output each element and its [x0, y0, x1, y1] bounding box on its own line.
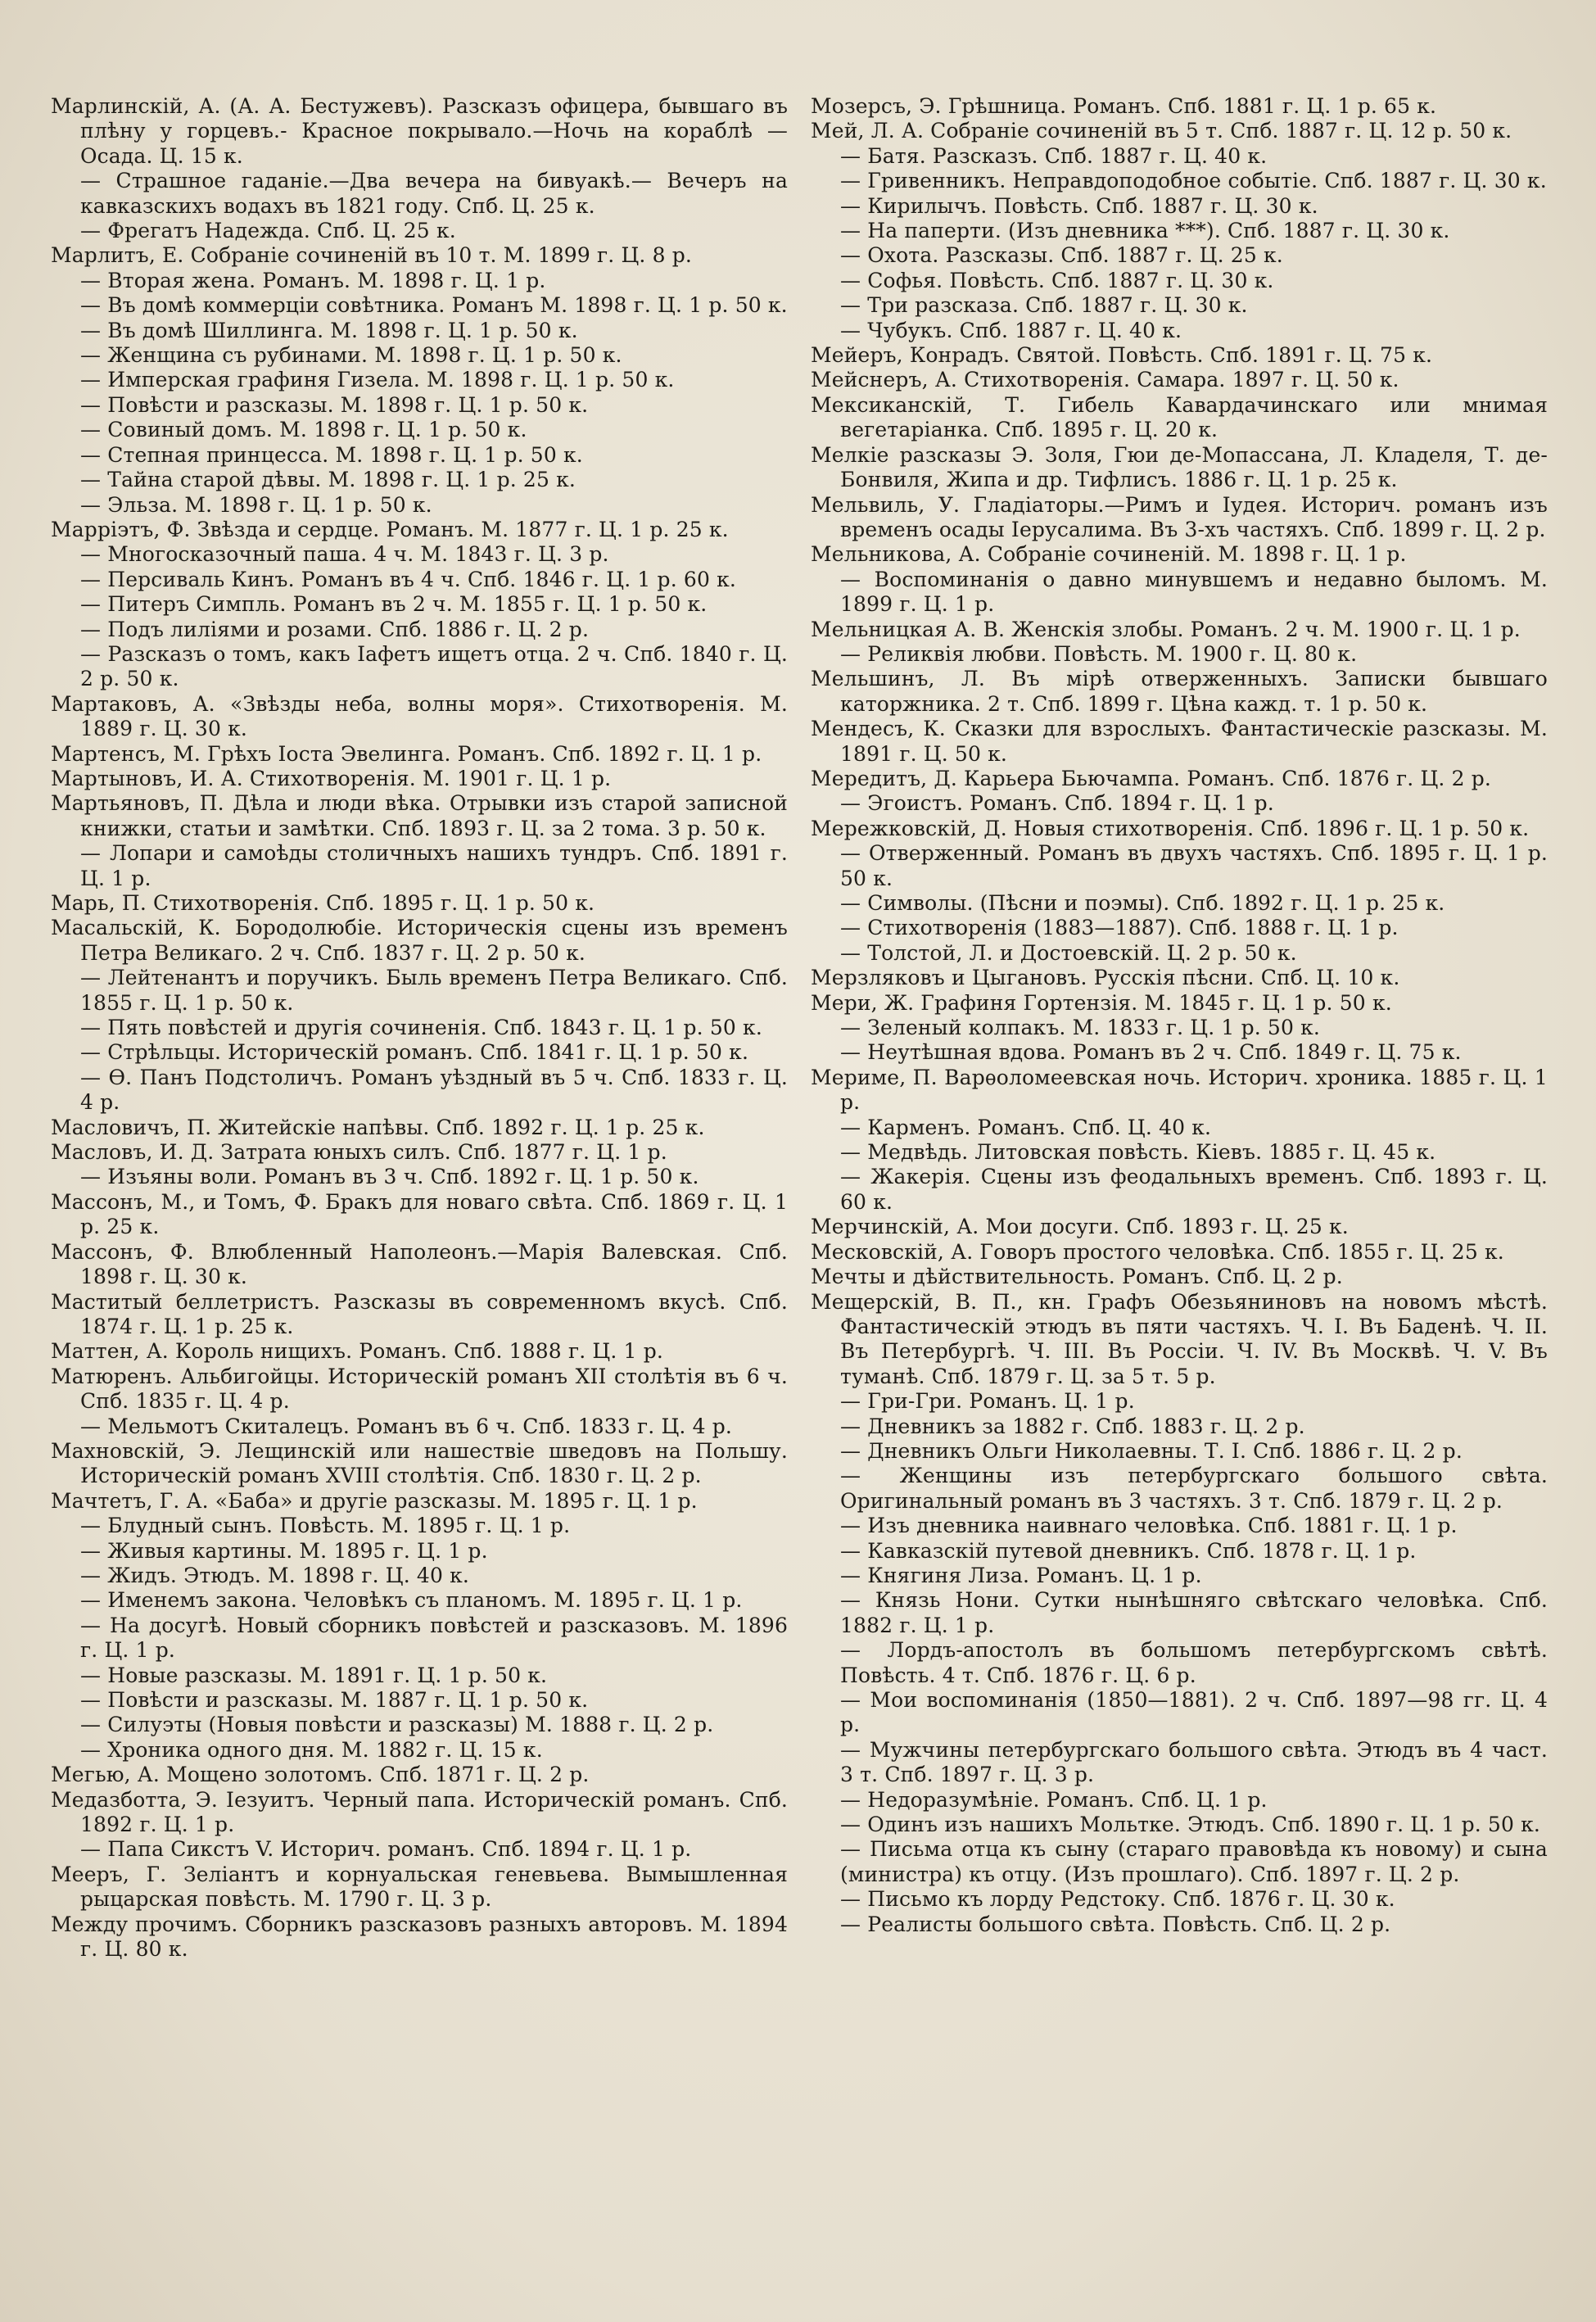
sub-entry: — Ѳ. Панъ Подстоличъ. Романъ уѣздный въ 5 ч. Спб. 1833 г. Ц. 4 р.	[80, 1065, 788, 1115]
sub-entry: — Питеръ Симпль. Романъ въ 2 ч. М. 1855 г. Ц. 1 р. 50 к.	[80, 592, 708, 617]
sub-entry: — Въ домѣ Шиллинга. М. 1898 г. Ц. 1 р. 50 к.	[80, 318, 578, 342]
sub-entry: — Толстой, Л. и Достоевскій. Ц. 2 р. 50 к.	[840, 940, 1297, 965]
catalog-entry: Массонъ, Ф. Влюбленный Наполеонъ.—Марія Валевская. Спб. 1898 г. Ц. 30 к.	[51, 1239, 788, 1289]
sub-entry: — Изъяны воли. Романъ въ 3 ч. Спб. 1892 г. Ц. 1 р. 50 к.	[80, 1165, 699, 1189]
sub-entry: — Реалисты большого свѣта. Повѣсть. Спб. Ц. 2 р.	[840, 1912, 1391, 1936]
sub-entry: — Князь Нони. Сутки нынѣшняго свѣтскаго человѣка. Спб. 1882 г. Ц. 1 р.	[840, 1588, 1548, 1637]
sub-entry: — Стрѣльцы. Историческій романъ. Спб. 1841 г. Ц. 1 р. 50 к.	[80, 1040, 749, 1065]
sub-entry: — Княгиня Лиза. Романъ. Ц. 1 р.	[840, 1563, 1202, 1587]
sub-entry: — Степная принцесса. М. 1898 г. Ц. 1 р. 50 к.	[80, 442, 583, 467]
sub-entry: — Лейтенантъ и поручикъ. Быль временъ Петра Великаго. Спб. 1855 г. Ц. 1 р. 50 к.	[80, 966, 788, 1015]
sub-entry: — На паперти. (Изъ дневника ***). Спб. 1887 г. Ц. 30 к.	[840, 219, 1450, 243]
sub-entry: — Страшное гаданіе.—Два вечера на бивуакѣ.— Вечеръ на кавказскихъ водахъ въ 1821 году. Спб. Ц. 25 к.	[80, 169, 788, 218]
sub-entry: — Неутѣшная вдова. Романъ въ 2 ч. Спб. 1849 г. Ц. 75 к.	[840, 1040, 1462, 1065]
catalog-entry: Месковскій, А. Говоръ простого человѣка. Спб. 1855 г. Ц. 25 к.	[811, 1239, 1504, 1264]
sub-entry: — Три разсказа. Спб. 1887 г. Ц. 30 к.	[840, 293, 1248, 318]
left-column	[51, 94, 788, 1962]
sub-entry: — Зеленый колпакъ. М. 1833 г. Ц. 1 р. 50 к.	[840, 1016, 1320, 1040]
sub-entry: — Воспоминанія о давно минувшемъ и недавно быломъ. М. 1899 г. Ц. 1 р.	[840, 567, 1548, 617]
catalog-entry: Маститый беллетристъ. Разсказы въ современномъ вкусѣ. Спб. 1874 г. Ц. 1 р. 25 к.	[51, 1289, 788, 1338]
sub-entry: — Женщины изъ петербургскаго большого свѣта. Оригинальный романъ въ 3 частяхъ. 3 т. Спб. 1879 г. Ц. 2 р.	[840, 1464, 1548, 1513]
catalog-entry: Мельницкая А. В. Женскія злобы. Романъ. 2 ч. М. 1900 г. Ц. 1 р.	[811, 617, 1521, 641]
sub-entry: — Изъ дневника наивнаго человѣка. Спб. 1881 г. Ц. 1 р.	[840, 1514, 1458, 1538]
sub-entry: — Живыя картины. М. 1895 г. Ц. 1 р.	[80, 1538, 488, 1563]
sub-entry: — Эльза. М. 1898 г. Ц. 1 р. 50 к.	[80, 492, 432, 517]
sub-entry: — Папа Сикстъ V. Историч. романъ. Спб. 1894 г. Ц. 1 р.	[80, 1837, 692, 1862]
catalog-entry: Мельшинъ, Л. Въ мірѣ отверженныхъ. Записки бывшаго каторжника. 2 т. Спб. 1899 г. Цѣна кажд. т. 1 р. 50 к.	[811, 667, 1548, 716]
catalog-entry: Маттен, А. Король нищихъ. Романъ. Спб. 1888 г. Ц. 1 р.	[51, 1339, 663, 1364]
sub-entry: — Письмо къ лорду Редстоку. Спб. 1876 г. Ц. 30 к.	[840, 1887, 1395, 1912]
sub-entry: — Разсказъ о томъ, какъ Іафетъ ищетъ отца. 2 ч. Спб. 1840 г. Ц. 2 р. 50 к.	[80, 641, 788, 691]
sub-entry: — Чубукъ. Спб. 1887 г. Ц. 40 к.	[840, 318, 1182, 342]
right-column	[811, 94, 1548, 1937]
catalog-entry: Мексиканскій, Т. Гибель Кавардачинскаго или мнимая вегетаріанка. Спб. 1895 г. Ц. 20 к.	[811, 392, 1548, 442]
sub-entry: — Совиный домъ. М. 1898 г. Ц. 1 р. 50 к.	[80, 418, 527, 442]
catalog-entry: Массонъ, М., и Томъ, Ф. Бракъ для новаго свѣта. Спб. 1869 г. Ц. 1 р. 25 к.	[51, 1189, 788, 1239]
catalog-entry: Мерзляковъ и Цыгановъ. Русскія пѣсни. Спб. Ц. 10 к.	[811, 966, 1400, 990]
sub-entry: — Хроника одного дня. М. 1882 г. Ц. 15 к.	[80, 1737, 543, 1762]
catalog-entry: Мегью, А. Мощено золотомъ. Спб. 1871 г. Ц. 2 р.	[51, 1763, 590, 1787]
catalog-entry: Мартьяновъ, П. Дѣла и люди вѣка. Отрывки изъ старой записной книжки, статьи и замѣтки. Спб. 1893 г. Ц. за 2 тома. 3 р. 50 к.	[51, 791, 788, 840]
catalog-entry: Мейснеръ, А. Стихотворенія. Самара. 1897 г. Ц. 50 к.	[811, 368, 1399, 392]
sub-entry: — Эгоистъ. Романъ. Спб. 1894 г. Ц. 1 р.	[840, 791, 1274, 816]
sub-entry: — Мельмотъ Скиталецъ. Романъ въ 6 ч. Спб. 1833 г. Ц. 4 р.	[80, 1414, 733, 1438]
sub-entry: — Повѣсти и разсказы. М. 1887 г. Ц. 1 р. 50 к.	[80, 1688, 589, 1712]
catalog-entry: Марлинскій, А. (А. А. Бестужевъ). Разсказъ офицера, бывшаго въ плѣну у горцевъ.- Красное покрывало.—Ночь на кораблѣ —Осада. Ц. 15 к.	[51, 94, 788, 168]
catalog-entry: Марлитъ, Е. Собраніе сочиненій въ 10 т. М. 1899 г. Ц. 8 р.	[51, 243, 692, 268]
sub-entry: — Вторая жена. Романъ. М. 1898 г. Ц. 1 р.	[80, 268, 546, 292]
sub-entry: — Именемъ закона. Человѣкъ съ планомъ. М. 1895 г. Ц. 1 р.	[80, 1588, 743, 1613]
catalog-entry: Мередитъ, Д. Карьера Бьючампа. Романъ. Спб. 1876 г. Ц. 2 р.	[811, 766, 1492, 790]
sub-entry: — Гривенникъ. Неправдоподобное событіе. Спб. 1887 г. Ц. 30 к.	[840, 169, 1547, 193]
catalog-entry: Медазботта, Э. Іезуитъ. Черный папа. Историческій романъ. Спб. 1892 г. Ц. 1 р.	[51, 1787, 788, 1837]
catalog-entry: Марріэтъ, Ф. Звѣзда и сердце. Романъ. М. 1877 г. Ц. 1 р. 25 к.	[51, 517, 729, 541]
catalog-entry: Мелкіе разсказы Э. Золя, Гюи де-Мопассана, Л. Кладеля, Т. де-Бонвиля, Жипа и др. Тифлисъ. 1886 г. Ц. 1 р. 25 к.	[811, 442, 1548, 492]
sub-entry: — Жидъ. Этюдъ. М. 1898 г. Ц. 40 к.	[80, 1563, 469, 1587]
catalog-entry: Масловичъ, П. Житейскіе напѣвы. Спб. 1892 г. Ц. 1 р. 25 к.	[51, 1115, 705, 1139]
catalog-entry: Мартенсъ, М. Грѣхъ Іоста Эвелинга. Романъ. Спб. 1892 г. Ц. 1 р.	[51, 741, 762, 766]
sub-entry: — Въ домѣ коммерціи совѣтника. Романъ М. 1898 г. Ц. 1 р. 50 к.	[80, 293, 788, 318]
sub-entry: — Мужчины петербургскаго большого свѣта. Этюдъ въ 4 част. 3 т. Спб. 1897 г. Ц. 3 р.	[840, 1737, 1548, 1787]
catalog-entry: Матюренъ. Альбигойцы. Историческій романъ XII столѣтія въ 6 ч. Спб. 1835 г. Ц. 4 р.	[51, 1364, 788, 1414]
catalog-entry: Между прочимъ. Сборникъ разсказовъ разныхъ авторовъ. М. 1894 г. Ц. 80 к.	[51, 1912, 788, 1962]
sub-entry: — Подъ лиліями и розами. Спб. 1886 г. Ц. 2 р.	[80, 617, 590, 641]
catalog-entry: Мееръ, Г. Зеліантъ и корнуальская геневьева. Вымышленная рыцарская повѣсть. М. 1790 г. Ц. 3 р.	[51, 1862, 788, 1912]
sub-entry: — Одинъ изъ нашихъ Мольтке. Этюдъ. Спб. 1890 г. Ц. 1 р. 50 к.	[840, 1813, 1541, 1837]
catalog-entry: Мережковскій, Д. Новыя стихотворенія. Спб. 1896 г. Ц. 1 р. 50 к.	[811, 816, 1530, 840]
sub-entry: — Повѣсти и разсказы. М. 1898 г. Ц. 1 р. 50 к.	[80, 392, 589, 417]
sub-entry: — Кавказскій путевой дневникъ. Спб. 1878 г. Ц. 1 р.	[840, 1538, 1417, 1563]
catalog-entry: Мери, Ж. Графиня Гортензія. М. 1845 г. Ц. 1 р. 50 к.	[811, 990, 1392, 1015]
sub-entry: — Стихотворенія (1883—1887). Спб. 1888 г. Ц. 1 р.	[840, 916, 1399, 940]
catalog-entry: Мещерскій, В. П., кн. Графъ Обезьяниновъ на новомъ мѣстѣ. Фантастическій этюдъ въ пяти частяхъ. Ч. I. Въ Баденѣ. Ч. II. Въ Петербургѣ. Ч. III. Въ Россіи. Ч. IV. Въ Москвѣ. Ч. V. Въ туманѣ. Спб. 1879 г. Ц. за 5 т. 5 р.	[811, 1289, 1548, 1388]
sub-entry: — Пять повѣстей и другія сочиненія. Спб. 1843 г. Ц. 1 р. 50 к.	[80, 1016, 762, 1040]
sub-entry: — Фрегатъ Надежда. Спб. Ц. 25 к.	[80, 219, 456, 243]
sub-entry: — Силуэты (Новыя повѣсти и разсказы) М. 1888 г. Ц. 2 р.	[80, 1713, 714, 1737]
sub-entry: — Женщина съ рубинами. М. 1898 г. Ц. 1 р. 50 к.	[80, 343, 622, 368]
sub-entry: — Жакерія. Сцены изъ феодальныхъ временъ. Спб. 1893 г. Ц. 60 к.	[840, 1165, 1548, 1214]
catalog-entry: Масальскій, К. Бородолюбіе. Историческія сцены изъ временъ Петра Великаго. 2 ч. Спб. 1837 г. Ц. 2 р. 50 к.	[51, 916, 788, 965]
catalog-entry: Мейеръ, Конрадъ. Святой. Повѣсть. Спб. 1891 г. Ц. 75 к.	[811, 343, 1433, 368]
sub-entry: — Дневникъ Ольги Николаевны. Т. I. Спб. 1886 г. Ц. 2 р.	[840, 1438, 1463, 1463]
sub-entry: — На досугѣ. Новый сборникъ повѣстей и разсказовъ. М. 1896 г. Ц. 1 р.	[80, 1613, 788, 1663]
sub-entry: — Символы. (Пѣсни и поэмы). Спб. 1892 г. Ц. 1 р. 25 к.	[840, 891, 1445, 915]
sub-entry: — Охота. Разсказы. Спб. 1887 г. Ц. 25 к.	[840, 243, 1283, 268]
catalog-entry: Мечты и дѣйствительность. Романъ. Спб. Ц. 2 р.	[811, 1265, 1343, 1289]
catalog-entry: Мартыновъ, И. А. Стихотворенія. М. 1901 г. Ц. 1 р.	[51, 766, 612, 790]
catalog-entry: Масловъ, И. Д. Затрата юныхъ силъ. Спб. 1877 г. Ц. 1 р.	[51, 1140, 667, 1165]
sub-entry: — Реликвія любви. Повѣсть. М. 1900 г. Ц. 80 к.	[840, 641, 1358, 666]
sub-entry: — Карменъ. Романъ. Спб. Ц. 40 к.	[840, 1115, 1212, 1139]
catalog-entry: Мериме, П. Варѳоломеевская ночь. Историч. хроника. 1885 г. Ц. 1 р.	[811, 1065, 1548, 1115]
sub-entry: — Лопари и самоѣды столичныхъ нашихъ тундръ. Спб. 1891 г. Ц. 1 р.	[80, 841, 788, 890]
sub-entry: — Новые разсказы. М. 1891 г. Ц. 1 р. 50 к.	[80, 1663, 548, 1687]
sub-entry: — Софья. Повѣсть. Спб. 1887 г. Ц. 30 к.	[840, 268, 1274, 292]
sub-entry: — Батя. Разсказъ. Спб. 1887 г. Ц. 40 к.	[840, 143, 1268, 168]
catalog-entry: Мельвиль, У. Гладіаторы.—Римъ и Іудея. Историч. романъ изъ временъ осады Іерусалима. Въ 3-хъ частяхъ. Спб. 1899 г. Ц. 2 р.	[811, 492, 1548, 541]
sub-entry: — Многосказочный паша. 4 ч. М. 1843 г. Ц. 3 р.	[80, 542, 609, 567]
sub-entry: — Персиваль Кинъ. Романъ въ 4 ч. Спб. 1846 г. Ц. 1 р. 60 к.	[80, 567, 736, 591]
catalog-entry: Мартаковъ, А. «Звѣзды неба, волны моря». Стихотворенія. М. 1889 г. Ц. 30 к.	[51, 691, 788, 741]
catalog-entry: Мерчинскій, А. Мои досуги. Спб. 1893 г. Ц. 25 к.	[811, 1215, 1349, 1239]
sub-entry: — Имперская графиня Гизела. М. 1898 г. Ц. 1 р. 50 к.	[80, 368, 675, 392]
sub-entry: — Медвѣдь. Литовская повѣсть. Кіевъ. 1885 г. Ц. 45 к.	[840, 1140, 1436, 1165]
sub-entry: — Блудный сынъ. Повѣсть. М. 1895 г. Ц. 1 р.	[80, 1514, 571, 1538]
sub-entry: — Лордъ-апостолъ въ большомъ петербургскомъ свѣтѣ. Повѣсть. 4 т. Спб. 1876 г. Ц. 6 р.	[840, 1638, 1548, 1687]
catalog-entry: Мачтетъ, Г. А. «Баба» и другіе разсказы. М. 1895 г. Ц. 1 р.	[51, 1488, 698, 1513]
sub-entry: — Письма отца къ сыну (стараго правовѣда къ новому) и сына (министра) къ отцу. (Изъ прошлаго). Спб. 1897 г. Ц. 2 р.	[840, 1837, 1548, 1886]
sub-entry: — Гри-Гри. Романъ. Ц. 1 р.	[840, 1389, 1135, 1414]
sub-entry: — Отверженный. Романъ въ двухъ частяхъ. Спб. 1895 г. Ц. 1 р. 50 к.	[840, 841, 1548, 890]
catalog-entry: Мельникова, А. Собраніе сочиненій. М. 1898 г. Ц. 1 р.	[811, 542, 1407, 567]
sub-entry: — Кирилычъ. Повѣсть. Спб. 1887 г. Ц. 30 к.	[840, 193, 1318, 218]
catalog-entry: Махновскій, Э. Лещинскій или нашествіе шведовъ на Польшу. Историческій романъ XVIII столѣтія. Спб. 1830 г. Ц. 2 р.	[51, 1438, 788, 1488]
sub-entry: — Дневникъ за 1882 г. Спб. 1883 г. Ц. 2 р.	[840, 1414, 1305, 1438]
catalog-entry: Мендесъ, К. Сказки для взрослыхъ. Фантастическіе разсказы. М. 1891 г. Ц. 50 к.	[811, 717, 1548, 766]
sub-entry: — Мои воспоминанія (1850—1881). 2 ч. Спб. 1897—98 гг. Ц. 4 р.	[840, 1688, 1548, 1737]
catalog-entry: Мозерсъ, Э. Грѣшница. Романъ. Спб. 1881 г. Ц. 1 р. 65 к.	[811, 94, 1437, 118]
sub-entry: — Тайна старой дѣвы. М. 1898 г. Ц. 1 р. 25 к.	[80, 468, 576, 492]
catalog-entry: Марь, П. Стихотворенія. Спб. 1895 г. Ц. 1 р. 50 к.	[51, 891, 595, 915]
catalog-entry: Мей, Л. А. Собраніе сочиненій въ 5 т. Спб. 1887 г. Ц. 12 р. 50 к.	[811, 119, 1512, 143]
sub-entry: — Недоразумѣніе. Романъ. Спб. Ц. 1 р.	[840, 1787, 1268, 1812]
